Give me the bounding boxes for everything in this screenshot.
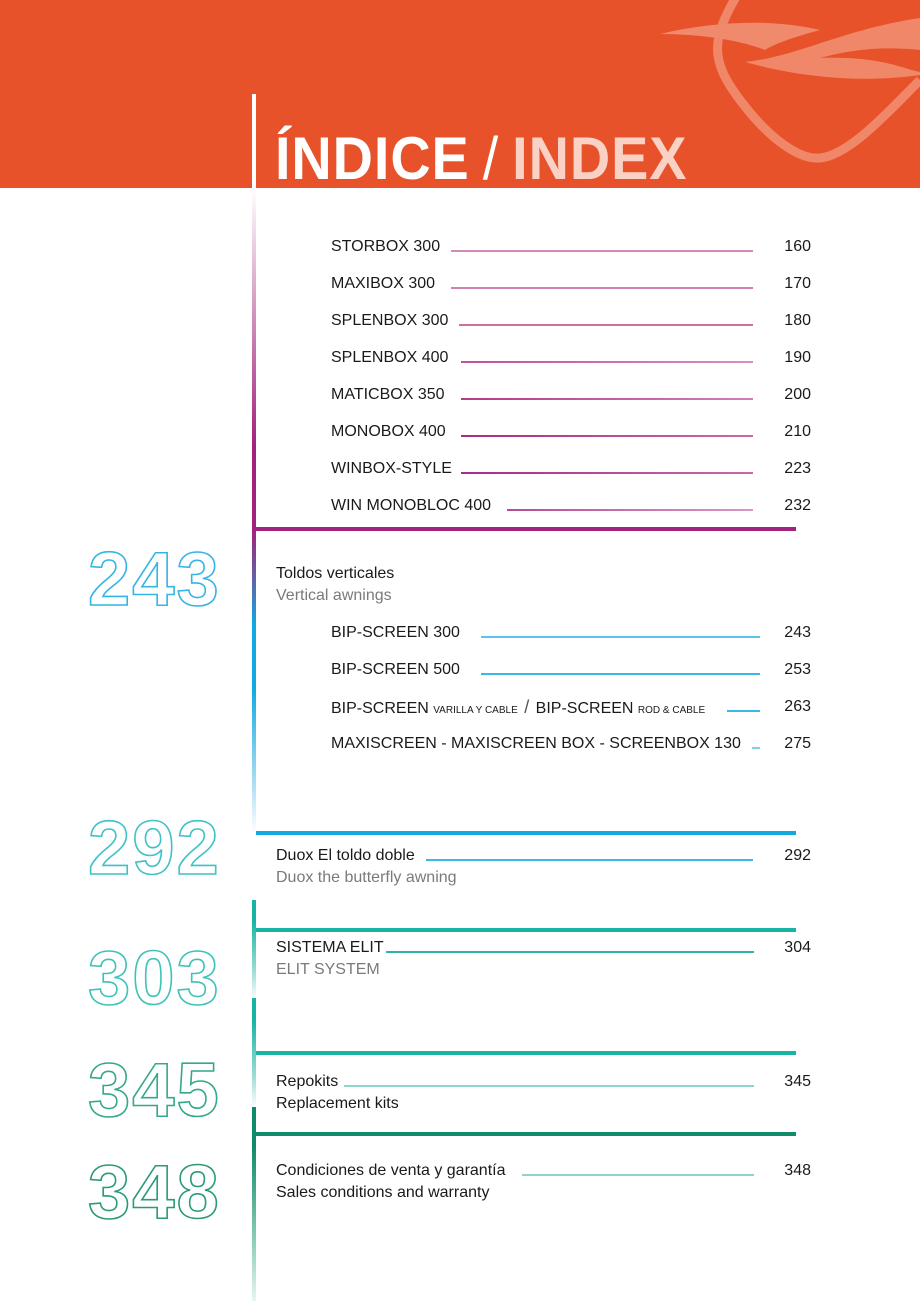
swirl-logo-icon <box>650 0 920 188</box>
section-rule-repokits <box>256 1051 796 1055</box>
section-heading-vertical-awnings[interactable] <box>276 563 811 607</box>
entry-label: SPLENBOX 400 <box>331 347 452 369</box>
toc-entry-sistema-elit[interactable] <box>276 937 811 981</box>
section-number-text: 348 <box>88 1154 221 1224</box>
leader-line <box>384 951 754 953</box>
toc-entry-monobox-400[interactable] <box>331 421 811 443</box>
leader-line <box>727 710 760 712</box>
label-part-a-small: VARILLA Y CABLE <box>433 705 518 716</box>
section-number-348 <box>88 1154 248 1224</box>
entry-page: 348 <box>784 1162 811 1179</box>
vertical-bar-blue <box>252 625 256 833</box>
toc-entry-bip-screen-300[interactable] <box>331 622 811 644</box>
toc-entry-conditions[interactable] <box>276 1160 811 1204</box>
entry-label: MONOBOX 400 <box>331 421 450 443</box>
section-title-es: Repokits <box>276 1071 340 1093</box>
toc-entry-splenbox-300[interactable] <box>331 310 811 332</box>
toc-entry-bip-screen-rod-cable[interactable] <box>331 696 811 718</box>
toc-entry-maxibox-300[interactable] <box>331 273 811 295</box>
section-number-text: 303 <box>88 940 221 1010</box>
leader-line <box>461 398 753 400</box>
section-title-en: Duox the butterfly awning <box>276 869 457 886</box>
leader-line <box>344 1085 754 1087</box>
entry-page: 232 <box>784 497 811 514</box>
section-number-243 <box>88 541 248 611</box>
toc-entry-maticbox-350[interactable] <box>331 384 811 406</box>
leader-line <box>451 250 753 252</box>
entry-label: STORBOX 300 <box>331 236 444 258</box>
toc-entry-maxiscreen[interactable] <box>331 733 811 755</box>
label-part-b-small: ROD & CABLE <box>637 705 706 716</box>
entry-page: 223 <box>784 460 811 477</box>
section-number-text: 292 <box>88 810 221 880</box>
entry-label: SPLENBOX 300 <box>331 310 452 332</box>
entry-page: 200 <box>784 386 811 403</box>
entry-page: 253 <box>784 661 811 678</box>
entry-page: 304 <box>784 939 811 956</box>
vertical-bar-white <box>252 94 256 188</box>
header-banner <box>0 0 920 188</box>
leader-line <box>451 287 753 289</box>
vertical-bar-teal-1 <box>252 900 256 1000</box>
toc-entry-splenbox-400[interactable] <box>331 347 811 369</box>
section-rule-elit <box>256 928 796 932</box>
entry-page: 180 <box>784 312 811 329</box>
section-title-en: Replacement kits <box>276 1095 399 1112</box>
label-part-a: BIP-SCREEN <box>331 700 429 717</box>
leader-line <box>507 509 753 511</box>
title-english: INDEX <box>512 125 688 188</box>
leader-line <box>461 361 753 363</box>
entry-page: 292 <box>784 847 811 864</box>
entry-page: 243 <box>784 624 811 641</box>
toc-entry-win-monobloc-400[interactable] <box>331 495 811 517</box>
leader-line <box>522 1174 754 1176</box>
section-number-292 <box>88 810 248 880</box>
toc-entry-storbox-300[interactable] <box>331 236 811 258</box>
leader-line <box>752 747 760 749</box>
section-title-es: Condiciones de venta y garantía <box>276 1160 507 1182</box>
section-rule-vertical <box>256 527 796 531</box>
entry-page: 345 <box>784 1073 811 1090</box>
entry-page: 190 <box>784 349 811 366</box>
toc-entry-winbox-style[interactable] <box>331 458 811 480</box>
section-number-text: 345 <box>88 1052 221 1122</box>
toc-entry-duox[interactable] <box>276 845 811 889</box>
entry-label: MAXISCREEN - MAXISCREEN BOX - SCREENBOX 130 <box>331 733 745 755</box>
entry-label: BIP-SCREEN 500 <box>331 659 464 681</box>
entry-page: 263 <box>784 698 811 715</box>
vertical-bar-green <box>252 1107 256 1301</box>
section-title-en: Sales conditions and warranty <box>276 1184 490 1201</box>
entry-label: WINBOX-STYLE <box>331 458 456 480</box>
entry-label: MATICBOX 350 <box>331 384 449 406</box>
section-number-303 <box>88 940 248 1010</box>
section-title-es: Duox El toldo doble <box>276 845 419 867</box>
title-separator: / <box>482 125 500 188</box>
entry-page: 210 <box>784 423 811 440</box>
entry-label: MAXIBOX 300 <box>331 273 439 295</box>
toc-entry-bip-screen-500[interactable] <box>331 659 811 681</box>
section-title-es: Toldos verticales <box>276 565 395 582</box>
title-spanish: ÍNDICE <box>275 125 470 188</box>
leader-line <box>426 859 753 861</box>
entry-page: 170 <box>784 275 811 292</box>
leader-line <box>481 636 760 638</box>
section-rule-conditions <box>256 1132 796 1136</box>
toc-entry-repokits[interactable] <box>276 1071 811 1115</box>
entry-page: 275 <box>784 735 811 752</box>
vertical-bar-magenta <box>252 188 256 530</box>
leader-line <box>481 673 760 675</box>
entry-page: 160 <box>784 238 811 255</box>
vertical-bar-magenta-to-blue <box>252 530 256 625</box>
page-title <box>275 125 688 188</box>
entry-label: WIN MONOBLOC 400 <box>331 495 495 517</box>
leader-line <box>459 324 753 326</box>
section-title-en: ELIT SYSTEM <box>276 961 380 978</box>
section-title-en: Vertical awnings <box>276 587 392 604</box>
section-number-text: 243 <box>88 541 221 611</box>
section-title-es: SISTEMA ELIT <box>276 937 386 959</box>
leader-line <box>461 435 753 437</box>
section-rule-duox <box>256 831 796 835</box>
entry-label <box>331 696 709 722</box>
label-divider: / <box>524 697 530 717</box>
section-number-345 <box>88 1052 248 1122</box>
leader-line <box>461 472 753 474</box>
entry-label: BIP-SCREEN 300 <box>331 622 464 644</box>
label-part-b: BIP-SCREEN <box>535 700 634 717</box>
